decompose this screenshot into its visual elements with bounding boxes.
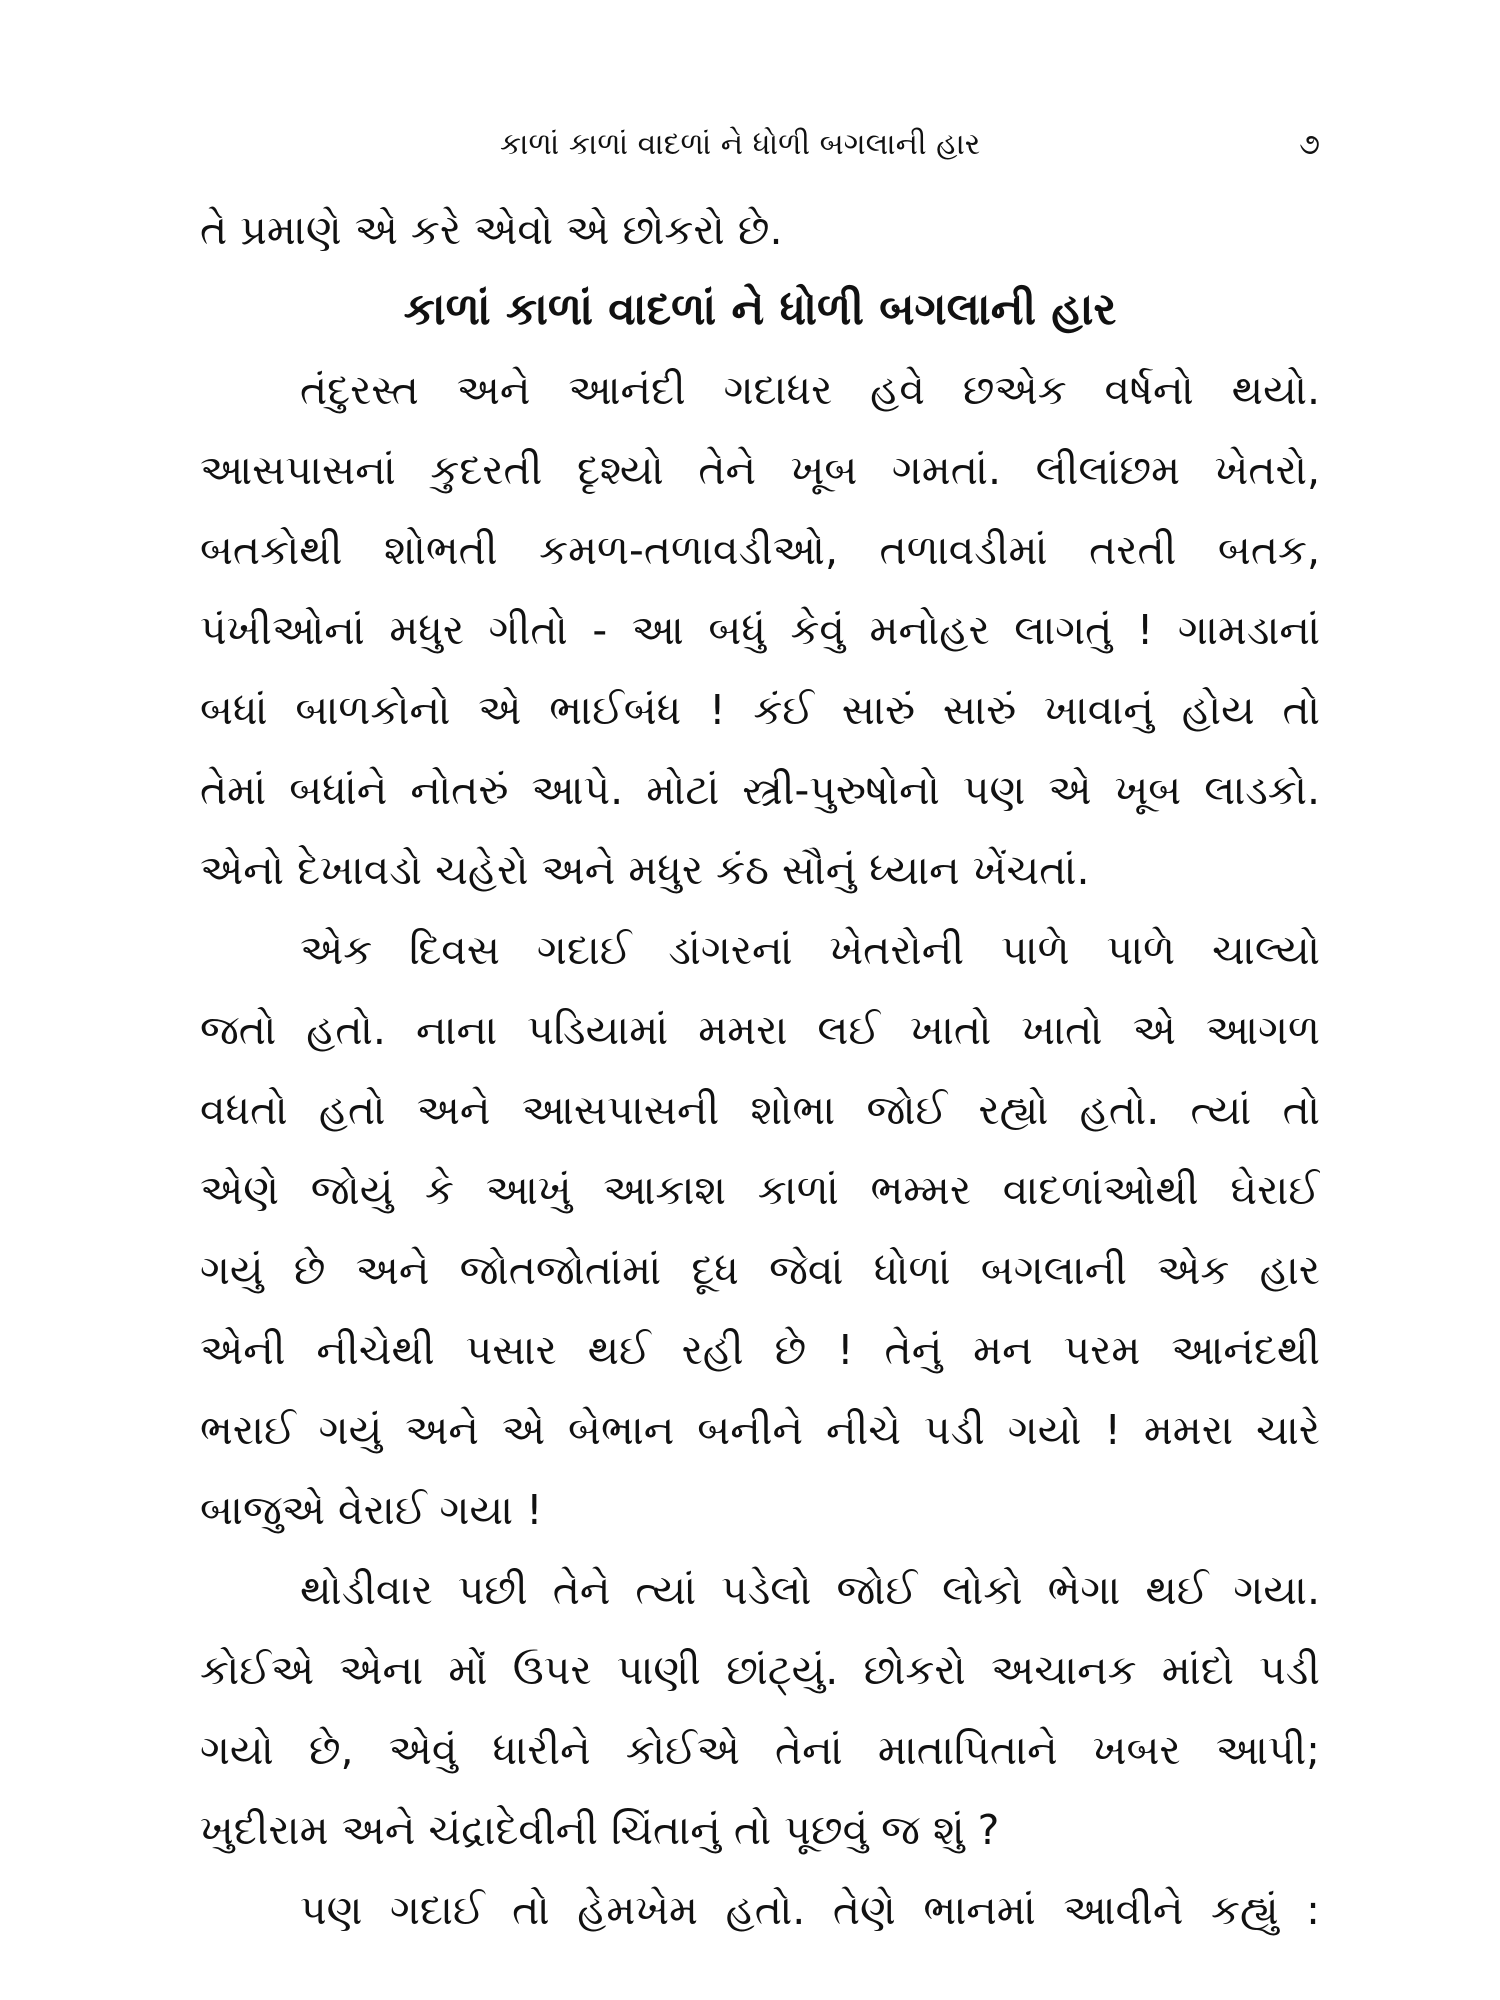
text-line: એણે જોયું કે આખું આકાશ કાળાં ભમ્મર વાદળાંઓથી ઘેરાઈ xyxy=(200,1166,1320,1214)
text-line: ખુદીરામ અને ચંદ્રાદેવીની ચિંતાનું તો પૂછવું જ શું ? xyxy=(200,1806,1000,1854)
text-line: કોઈએ એના મોં ઉપર પાણી છાંટ્યું. છોકરો અચાનક માંદો પડી xyxy=(200,1646,1320,1694)
text-line: ભરાઈ ગયું અને એ બેભાન બનીને નીચે પડી ગયો ! મમરા ચારે xyxy=(200,1406,1320,1454)
text-line: પણ ગદાઈ તો હેમખેમ હતો. તેણે ભાનમાં આવીને કહ્યું : xyxy=(300,1886,1320,1934)
text-line: એનો દેખાવડો ચહેરો અને મધુર કંઠ સૌનું ધ્યાન ખેંચતાં. xyxy=(200,846,1090,894)
body-text xyxy=(200,190,1320,1950)
running-header xyxy=(200,120,1320,170)
text-line: જતો હતો. નાના પડિયામાં મમરા લઈ ખાતો ખાતો એ આગળ xyxy=(200,1006,1320,1054)
text-line: બાજુએ વેરાઈ ગયા ! xyxy=(200,1486,543,1534)
text-line: એની નીચેથી પસાર થઈ રહી છે ! તેનું મન પરમ આનંદથી xyxy=(200,1326,1320,1374)
running-title: કાળાં કાળાં વાદળાં ને ધોળી બગલાની હાર xyxy=(500,127,981,162)
text-line: તેમાં બધાંને નોતરું આપે. મોટાં સ્ત્રી-પુરુષોનો પણ એ ખૂબ લાડકો. xyxy=(200,766,1320,814)
text-line: તે પ્રમાણે એ કરે એવો એ છોકરો છે. xyxy=(200,206,783,254)
page-number: ૭ xyxy=(1299,127,1320,162)
text-line: બતકોથી શોભતી કમળ-તળાવડીઓ, તળાવડીમાં તરતી બતક, xyxy=(200,526,1320,574)
text-line: એક દિવસ ગદાઈ ડાંગરનાં ખેતરોની પાળે પાળે ચાલ્યો xyxy=(300,926,1320,974)
text-line: ગયું છે અને જોતજોતાંમાં દૂધ જેવાં ધોળાં બગલાની એક હાર xyxy=(200,1246,1320,1294)
text-line: વધતો હતો અને આસપાસની શોભા જોઈ રહ્યો હતો. ત્યાં તો xyxy=(200,1086,1320,1134)
text-line: તંદુરસ્ત અને આનંદી ગદાધર હવે છએક વર્ષનો થયો. xyxy=(300,366,1320,414)
text-line: આસપાસનાં કુદરતી દૃશ્યો તેને ખૂબ ગમતાં. લીલાંછમ ખેતરો, xyxy=(200,446,1320,494)
chapter-title: કાળાં કાળાં વાદળાં ને ધોળી બગલાની હાર xyxy=(403,284,1117,335)
text-line: બધાં બાળકોનો એ ભાઈબંધ ! કંઈ સારું સારું ખાવાનું હોય તો xyxy=(200,686,1320,734)
text-line: પંખીઓનાં મધુર ગીતો - આ બધું કેવું મનોહર લાગતું ! ગામડાનાં xyxy=(200,606,1320,654)
text-line: ગયો છે, એવું ધારીને કોઈએ તેનાં માતાપિતાને ખબર આપી; xyxy=(200,1726,1320,1774)
text-line: થોડીવાર પછી તેને ત્યાં પડેલો જોઈ લોકો ભેગા થઈ ગયા. xyxy=(300,1566,1320,1614)
